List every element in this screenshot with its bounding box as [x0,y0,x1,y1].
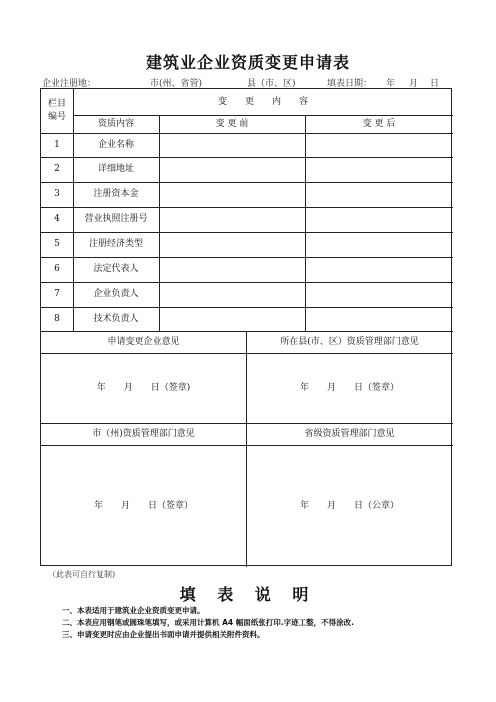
instructions-title: 填 表 说 明 [179,585,317,604]
row-number: 5 [54,239,60,250]
province-signature-date: 年 月 日（公章） [299,500,399,511]
city-label: 市(州、省管) [150,79,203,89]
applicant-opinion-label: 申请变更企业意见 [107,336,180,347]
instruction-item: 一、本表适用于建筑业企业资质变更申请。 [62,606,205,615]
row-number: 2 [54,164,60,175]
applicant-signature-date: 年 月 日（签章) [96,382,191,393]
fill-day: 日 [430,79,440,89]
row-number: 7 [54,289,60,300]
change-application-form [40,88,452,566]
column-number-header: 栏目 编号 [47,99,66,122]
form-title: 建筑业企业资质变更申请表 [145,53,350,72]
county-opinion-label: 所在县(市、区）资质管理部门意见 [280,336,419,347]
county-label: 县（市、区) [247,79,296,89]
row-item-label: 法定代表人 [93,264,139,275]
item-header: 资质内容 [97,118,134,129]
before-header: 变 更 前 [215,118,249,129]
province-opinion-label: 省级资质管理部门意见 [304,428,395,439]
city-opinion-label: 市（州)资质管理部门意见 [92,428,195,439]
county-signature-date: 年 月 日（签章） [299,382,399,393]
row-number: 8 [54,313,60,324]
fill-date-label: 填表日期： [327,79,373,89]
city-signature-date: 年 月 日（签章） [93,500,193,511]
row-number: 4 [54,214,60,225]
row-item-label: 企业名称 [97,139,134,150]
fill-month: 月 [409,79,419,89]
row-number: 1 [54,139,60,150]
after-header: 变 更 后 [362,118,396,129]
row-item-label: 注册资本金 [93,189,139,200]
row-item-label: 企业负责人 [93,289,139,300]
instruction-item: 三、申请变更时应由企业提出书面申请并提供相关附件资料。 [62,630,265,639]
row-item-label: 营业执照注册号 [84,214,148,225]
change-content-header: 变 更 内 容 [217,96,308,107]
row-item-label: 注册经济类型 [88,239,143,250]
fill-year: 年 [386,79,396,89]
reg-location-label: 企业注册地： [42,79,97,89]
copy-note: （此表可自行复制) [48,570,116,579]
row-number: 3 [54,189,60,200]
row-item-label: 详细地址 [97,164,134,175]
instruction-item: 二、本表应用钢笔或圆珠笔填写，或采用计算机 A4 幅面纸张打印.字迹工整，不得涂改. [62,618,354,627]
row-item-label: 技术负责人 [93,313,139,324]
row-number: 6 [54,264,60,275]
